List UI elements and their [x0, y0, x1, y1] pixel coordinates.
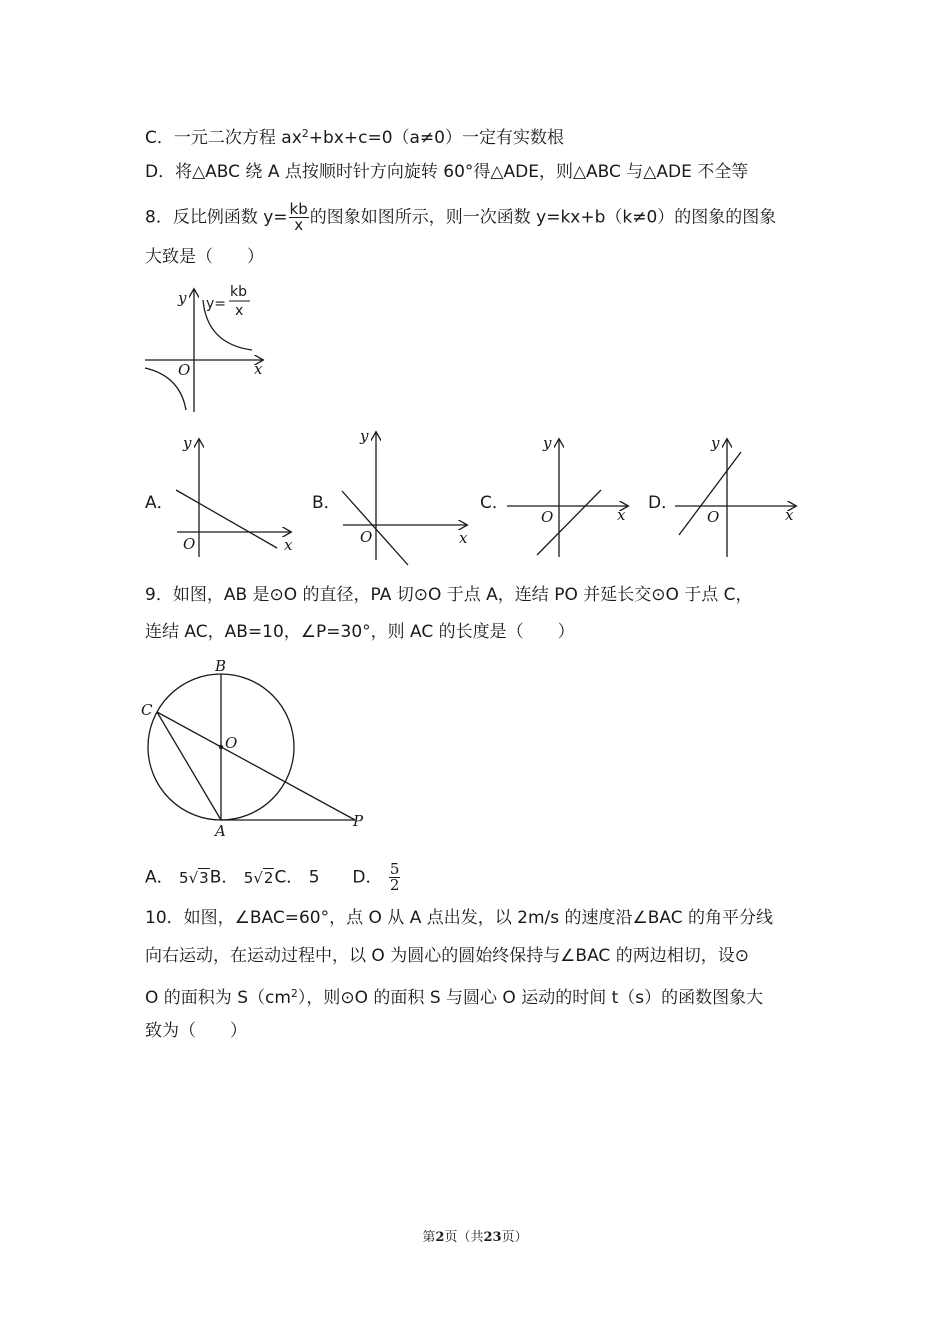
question-8-line-1: [145, 202, 776, 233]
q9-option-a-value: 5√3: [179, 868, 209, 887]
point-b-label: B: [215, 657, 227, 675]
option-c-sup: 2: [301, 127, 309, 140]
point-p-label: P: [353, 812, 364, 830]
y-label: y: [711, 434, 720, 452]
question-10-line-2: [145, 944, 749, 968]
y-label: y: [543, 434, 552, 452]
point-o-label: O: [225, 734, 238, 752]
footer-page: 2: [435, 1230, 445, 1245]
q8-text-c: 大致是（ ）: [145, 247, 264, 267]
origin-label: O: [707, 508, 720, 526]
q8-hyperbola-figure: [140, 282, 280, 417]
eq-prefix: y=: [206, 296, 227, 312]
option-c-text-b: +bx+c=0（a≠0）一定有实数根: [308, 128, 564, 148]
question-9-line-2: [145, 620, 575, 644]
q9-d-den: 2: [389, 876, 400, 894]
q8-option-a-graph: [172, 432, 297, 562]
q9-circle-figure: [135, 655, 375, 840]
option-c-text-a: 一元二次方程 ax: [173, 128, 302, 148]
q8-frac-num: kb: [289, 200, 308, 218]
footer-mid: 页（共: [444, 1230, 484, 1245]
q9-option-c-value: 5: [308, 867, 320, 888]
q8-option-c-label: C．: [480, 493, 509, 513]
q8-text-a: 8．反比例函数 y=: [145, 207, 288, 228]
origin-label: O: [541, 508, 554, 526]
q10-sup: 2: [290, 987, 298, 1000]
x-label: x: [617, 506, 626, 524]
q8-option-d-label: D．: [648, 493, 679, 513]
q9-option-d-label: D．: [352, 867, 383, 888]
x-label: x: [254, 360, 263, 378]
q10-text-c-b: ），则⊙O 的面积 S 与圆心 O 运动的时间 t（s）的函数图象大: [297, 988, 764, 1008]
q10-text-b: 向右运动，在运动过程中，以 O 为圆心的圆始终保持与∠BAC 的两边相切，设⊙: [145, 946, 749, 966]
footer-suffix: 页）: [501, 1230, 528, 1245]
q9-b-rad: 2: [263, 868, 274, 887]
q8-text-b: 的图象如图所示，则一次函数 y=kx+b（k≠0）的图象的图象: [309, 207, 777, 228]
x-label: x: [459, 529, 468, 547]
line-graph: [342, 491, 408, 565]
q9-option-b-label: B．: [209, 867, 239, 888]
segment-cp: [157, 712, 355, 820]
q9-option-a-label: A．: [145, 867, 174, 888]
q9-b-coef: 5: [243, 868, 254, 887]
q9-d-num: 5: [389, 860, 400, 878]
q8-option-a-label: A．: [145, 493, 174, 513]
origin-label: O: [178, 361, 191, 379]
q9-a-coef: 5: [179, 868, 189, 887]
option-d-label: D．: [145, 162, 176, 182]
question-8-line-2: [145, 245, 264, 269]
question-10-line-3: [145, 982, 763, 1010]
option-d-text: 将△ABC 绕 A 点按顺时针方向旋转 60°得△ADE，则△ABC 与△ADE 不全等: [175, 162, 749, 182]
origin-label: O: [183, 535, 196, 553]
q9-text-b: 连结 AC，AB=10，∠P=30°，则 AC 的长度是（ ）: [145, 622, 575, 642]
q8-frac-den: x: [294, 216, 304, 234]
q9-option-c-label: C．: [274, 867, 304, 888]
question-9-line-1: [145, 583, 753, 607]
y-label: y: [360, 427, 369, 445]
q10-text-a: 10．如图，∠BAC=60°，点 O 从 A 点出发，以 2m/s 的速度沿∠BAC 的角平分线: [145, 908, 774, 928]
y-label: y: [178, 289, 187, 307]
q9-options-line: [145, 862, 401, 893]
segment-ac: [157, 712, 221, 820]
q8-fraction: [289, 202, 309, 233]
option-c-line: [145, 122, 564, 150]
q10-text-d: 致为（ ）: [145, 1021, 247, 1041]
q8-option-c-graph: [505, 432, 635, 562]
q9-a-rad: 3: [199, 868, 209, 887]
option-d-line: [145, 160, 748, 184]
q8-option-b-label: B．: [312, 493, 341, 513]
q9-option-b-value: 5√2: [243, 868, 274, 887]
option-c-label: C．: [145, 128, 174, 148]
center-point: [219, 745, 223, 749]
eq-num: kb: [230, 284, 247, 300]
x-label: x: [785, 506, 794, 524]
origin-label: O: [360, 528, 373, 546]
q8-option-d-graph: [673, 432, 803, 562]
x-label: x: [284, 536, 293, 554]
point-c-label: C: [141, 701, 153, 719]
question-10-line-1: [145, 906, 773, 930]
footer-prefix: 第: [422, 1230, 436, 1245]
eq-den: x: [235, 303, 244, 319]
q9-option-d-fraction: [389, 862, 401, 893]
page-footer: [0, 1226, 950, 1245]
footer-total: 23: [483, 1230, 502, 1245]
q8-option-b-graph: [338, 425, 473, 565]
q10-text-c-a: O 的面积为 S（cm: [145, 988, 291, 1008]
point-a-label: A: [215, 822, 226, 840]
q9-text-a: 9．如图，AB 是⊙O 的直径，PA 切⊙O 于点 A，连结 PO 并延长交⊙O 于点 C，: [145, 585, 753, 605]
question-10-line-4: [145, 1019, 247, 1043]
y-label: y: [183, 434, 192, 452]
